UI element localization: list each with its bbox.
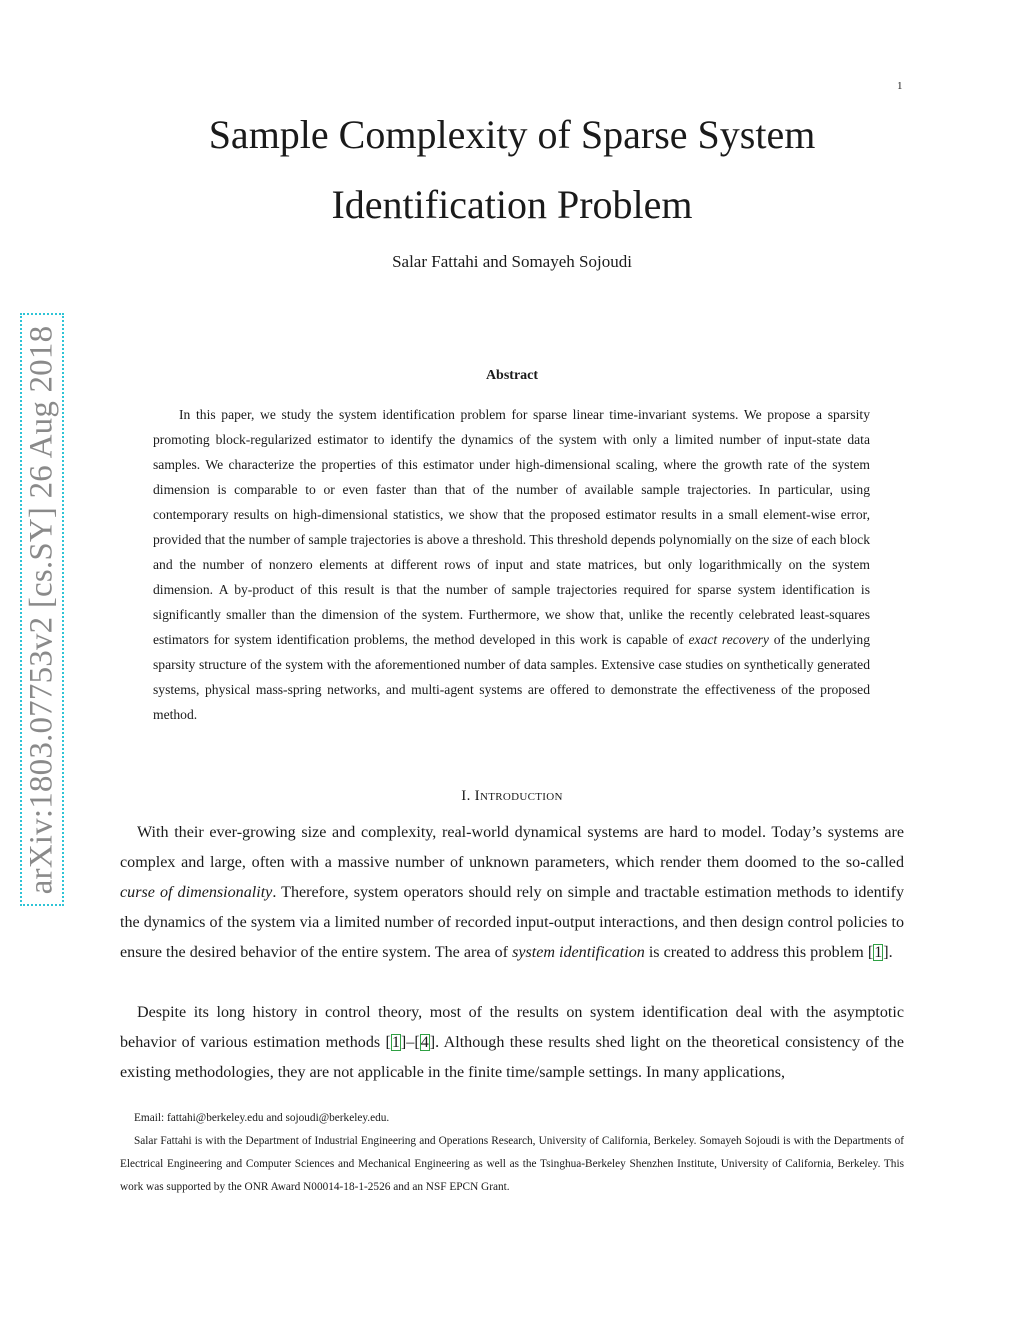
section-heading-introduction: I. Introduction bbox=[461, 788, 563, 804]
intro-p1-text-4: ]. bbox=[883, 944, 893, 961]
footnote-email: Email: fattahi@berkeley.edu and sojoudi@berkeley.edu. bbox=[134, 1112, 390, 1124]
citation-link-1b[interactable]: 1 bbox=[391, 1034, 400, 1051]
intro-p2-text-2: ]. Although these results shed light on the theoretical consistency of the existing methodologies, they are not applicable in the finite time/sample settings. In many applications, bbox=[120, 1034, 904, 1081]
citation-link-4[interactable]: 4 bbox=[420, 1034, 429, 1051]
abstract-heading: Abstract bbox=[485, 368, 539, 383]
footnote-affiliation: Salar Fattahi is with the Department of Industrial Engineering and Operations Research, University of California, Berkeley. Somayeh Sojoudi is with the Departments of Electrical Engineering and Computer Sciences and Mechanical Engineering as well as the Tsinghua-Berkeley Shenzhen Institute, University of California, Berkeley. This work was supported by the ONR Award N00014-18-1-2526 and an NSF EPCN Grant. bbox=[120, 1135, 904, 1193]
arxiv-stamp: arXiv:1803.07753v2 [cs.SY] 26 Aug 2018 bbox=[23, 325, 60, 895]
intro-p2-text-1: Despite its long history in control theory, most of the results on system identification deal with the asymptotic behavior of various estimation methods [ bbox=[120, 1004, 904, 1051]
abstract-text-2: of the underlying sparsity structure of the system with the aforementioned number of data samples. Extensive case studies on synthetically generated systems, physical mass-spring networks, and multi-agent systems are offered to demonstrate the effectiveness of the proposed method. bbox=[153, 632, 870, 722]
paper-title-line-1: Sample Complexity of Sparse System bbox=[208, 112, 816, 157]
intro-p1-text-3: is created to address this problem [ bbox=[644, 944, 874, 961]
intro-paragraph-1 bbox=[120, 818, 904, 968]
intro-p1-text-1: With their ever-growing size and complexity, real-world dynamical systems are hard to model. Today’s systems are complex and large, often with a massive number of unknown parameters, which render them doomed to the so-called bbox=[120, 824, 904, 871]
intro-p1-text-2: . Therefore, system operators should rely on simple and tractable estimation methods to identify the dynamics of the system via a limited number of recorded input-output interactions, and then design control policies to ensure the desired behavior of the entire system. The area of bbox=[120, 884, 904, 961]
paper-title bbox=[0, 100, 1024, 240]
page-number: 1 bbox=[897, 80, 903, 92]
intro-p2-dash: ]–[ bbox=[400, 1034, 420, 1051]
intro-p1-emphasis-2: system identification bbox=[512, 944, 645, 961]
abstract-body bbox=[153, 402, 870, 727]
footnotes bbox=[120, 1107, 904, 1199]
intro-p1-emphasis-1: curse of dimensionality bbox=[120, 884, 273, 901]
paper-authors: Salar Fattahi and Somayeh Sojoudi bbox=[392, 252, 632, 271]
abstract-text-1: In this paper, we study the system identification problem for sparse linear time-invariant systems. We propose a sparsity promoting block-regularized estimator to identify the dynamics of the system with only a limited number of input-state data samples. We characterize the properties of this estimator under high-dimensional scaling, where the growth rate of the system dimension is comparable to or even faster than that of the number of available sample trajectories. In particular, using contemporary results on high-dimensional statistics, we show that the proposed estimator results in a small element-wise error, provided that the number of sample trajectories is above a threshold. This threshold depends polynomially on the size of each block and the number of nonzero elements at different rows of input and state matrices, but only logarithmically on the system dimension. A by-product of this result is that the number of sample trajectories required for sparse system identification is significantly smaller than the dimension of the system. Furthermore, we show that, unlike the recently celebrated least-squares estimators for system identification problems, the method developed in this work is capable of bbox=[153, 407, 870, 647]
paper-title-line-2: Identification Problem bbox=[331, 182, 693, 227]
intro-paragraph-2 bbox=[120, 998, 904, 1088]
abstract-emphasis: exact recovery bbox=[688, 632, 769, 647]
citation-link-1[interactable]: 1 bbox=[874, 944, 883, 961]
